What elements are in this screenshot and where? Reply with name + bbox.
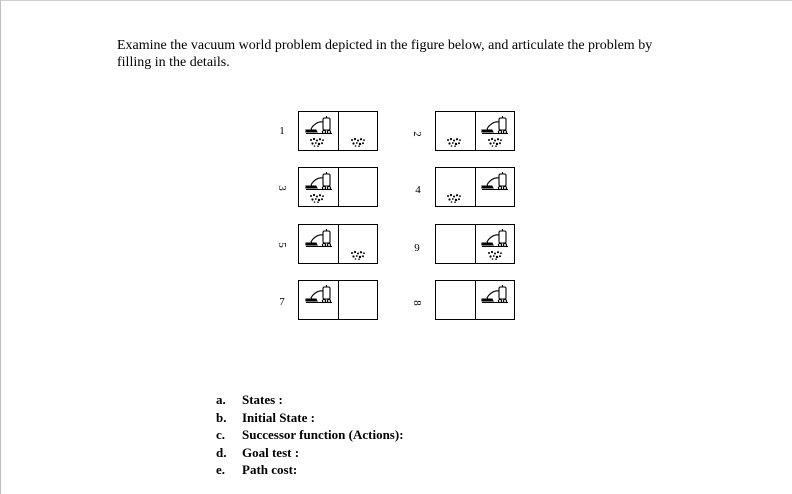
question-letter: e. (216, 462, 226, 478)
state-7-box (298, 280, 378, 320)
question-item (216, 391, 404, 409)
question-text: Initial State : (242, 409, 315, 425)
state-5-label: 5 (276, 242, 288, 248)
state-4-label: 4 (415, 184, 421, 196)
vacuum-icon (304, 171, 334, 191)
state-1-label: 1 (279, 125, 285, 137)
question-letter: d. (216, 444, 227, 460)
state-6-box (435, 224, 515, 264)
vacuum-icon (304, 115, 334, 135)
state-3-label: 3 (276, 185, 288, 191)
dirt-icon (350, 137, 366, 147)
question-list (216, 391, 404, 479)
vacuum-icon (480, 284, 510, 304)
vacuum-icon (480, 115, 510, 135)
question-text: Path cost: (242, 462, 298, 478)
state-4-box (435, 167, 515, 207)
state-1-box (298, 111, 378, 151)
question-item (216, 426, 404, 444)
question-text: States : (242, 392, 283, 407)
question-letter: b. (216, 409, 227, 425)
state-2-box (435, 111, 515, 151)
question-text: Goal test : (242, 444, 300, 460)
vacuum-icon (480, 228, 510, 248)
vacuum-icon (480, 171, 510, 191)
question-item (216, 444, 404, 462)
dirt-icon (487, 250, 503, 260)
dirt-icon (350, 250, 366, 260)
question-letter: c. (216, 427, 226, 443)
question-text: Successor function (Actions): (242, 427, 404, 443)
vacuum-icon (304, 228, 334, 248)
state-2-label: 2 (411, 131, 423, 137)
vacuum-icon (304, 284, 334, 304)
intro-paragraph: Examine the vacuum world problem depicted in the figure below, and articulate the problem by filling in the details. (117, 38, 653, 70)
dirt-icon (446, 193, 462, 203)
dirt-icon (446, 137, 462, 147)
dirt-icon (309, 137, 325, 147)
question-item (216, 461, 404, 479)
dirt-icon (309, 193, 325, 203)
question-item (216, 409, 404, 427)
state-8-label: 8 (411, 300, 423, 306)
state-8-box (435, 280, 515, 320)
state-7-label: 7 (279, 296, 285, 308)
state-5-box (298, 224, 378, 264)
state-3-box (298, 167, 378, 207)
dirt-icon (487, 137, 503, 147)
question-letter: a. (216, 392, 226, 407)
state-6-label: 6 (414, 241, 420, 253)
